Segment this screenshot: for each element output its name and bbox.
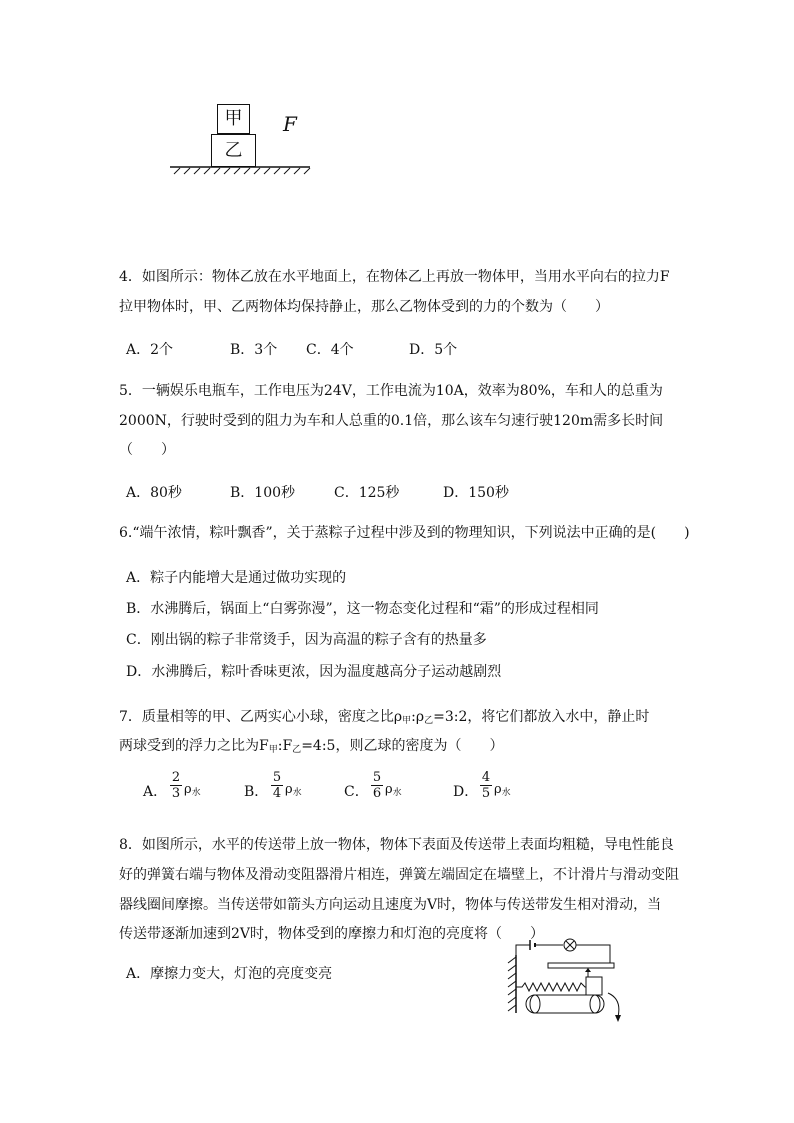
q8-line2: 好的弹簧右端与物体及滑动变阻器滑片相连，弹簧左端固定在墙壁上，不计滑片与滑动变阻 xyxy=(119,867,679,883)
q6-option-a: A．粽子内能增大是通过做功实现的 xyxy=(126,570,347,586)
q7-option-c-label: C． xyxy=(344,784,369,800)
q5-line3: （ ） xyxy=(119,442,175,458)
conveyor-circuit-figure xyxy=(500,935,640,1025)
force-label: F xyxy=(283,112,297,136)
q7-option-c-num: 5 xyxy=(372,770,382,785)
q4-line2: 拉甲物体时，甲、乙两物体均保持静止，那么乙物体受到的力的个数为（ ） xyxy=(119,299,609,315)
q8-option-a: A．摩擦力变大，灯泡的亮度变亮 xyxy=(126,966,333,982)
q5-line1: 5．一辆娱乐电瓶车，工作电压为24V，工作电流为10A，效率为80%，车和人的总重为 xyxy=(119,383,663,399)
q7-option-c-rho: $\rho_水$ xyxy=(385,782,402,798)
q7-option-a-num: 2 xyxy=(171,770,181,785)
q7-option-b-label: B． xyxy=(244,784,269,800)
q7-option-b-rho: $\rho_水$ xyxy=(285,782,302,798)
q6-option-c: C．刚出锅的粽子非常烫手，因为高温的粽子含有的热量多 xyxy=(126,632,487,648)
q6-option-d: D．水沸腾后，粽叶香味更浓，因为温度越高分子运动越剧烈 xyxy=(126,664,502,680)
q4-line1: 4．如图所示：物体乙放在水平地面上，在物体乙上再放一物体甲，当用水平向右的拉力F xyxy=(119,269,670,285)
q5-line2: 2000N，行驶时受到的阻力为车和人总重的0.1倍，那么该车匀速行驶120m需多长时间 xyxy=(119,413,664,429)
q7-option-d-num: 4 xyxy=(481,770,491,785)
q7-line2 xyxy=(119,735,503,755)
q7-line1-text-b: :ρ xyxy=(411,709,425,725)
q4-option-c: C．4个 xyxy=(306,342,354,358)
q7-option-d-rho: $\rho_水$ xyxy=(494,782,511,798)
q7-line2-text-c: =4:5，则乙球的密度为（ ） xyxy=(301,738,504,754)
q7-sub-yi: 乙 xyxy=(424,716,434,726)
q8-line4: 传送带逐渐加速到2V时，物体受到的摩擦力和灯泡的亮度将（ ） xyxy=(119,926,545,942)
q7-option-c-fraction xyxy=(371,770,383,801)
q7-option-d-fraction xyxy=(480,770,492,801)
block-yi: 乙 xyxy=(211,134,256,167)
block-jia: 甲 xyxy=(217,104,250,134)
q7-option-d-label: D． xyxy=(453,784,479,800)
q7-line1-text-c: =3:2，将它们都放入水中，静止时 xyxy=(433,709,650,725)
q7-sub-jia-2: 甲 xyxy=(268,745,278,755)
q5-option-d: D．150秒 xyxy=(443,485,509,501)
q5-option-a: A．80秒 xyxy=(126,485,182,501)
q8-line3: 器线圈间摩擦。当传送带如箭头方向运动且速度为V时，物体与传送带发生相对滑动，当 xyxy=(119,897,662,913)
q7-option-a-rho: $\rho_水$ xyxy=(184,782,201,798)
q7-line2-text-a: 两球受到的浮力之比为F xyxy=(119,738,269,754)
q6-option-b: B．水沸腾后，锅面上“白雾弥漫”，这一物态变化过程和“霜”的形成过程相同 xyxy=(126,601,599,617)
q7-option-a-fraction xyxy=(170,770,182,801)
q7-line2-text-b: :F xyxy=(277,738,293,754)
q7-option-a-den: 3 xyxy=(171,786,181,801)
q6-line1: 6.“端午浓情，粽叶飘香”，关于蒸粽子过程中涉及到的物理知识，下列说法中正确的是( ) xyxy=(119,525,690,541)
q7-option-b-den: 4 xyxy=(272,786,282,801)
q7-sub-jia: 甲 xyxy=(402,716,412,726)
q7-sub-yi-2: 乙 xyxy=(292,745,302,755)
q7-option-d-den: 5 xyxy=(481,786,491,801)
q7-line1-text-a: 7．质量相等的甲、乙两实心小球，密度之比ρ xyxy=(119,709,403,725)
q7-line1 xyxy=(119,706,649,726)
q4-option-b: B．3个 xyxy=(230,342,278,358)
q7-option-b-num: 5 xyxy=(272,770,282,785)
q8-line1: 8．如图所示，水平的传送带上放一物体，物体下表面及传送带上表面均粗糙，导电性能良 xyxy=(119,837,674,853)
q5-option-c: C．125秒 xyxy=(334,485,400,501)
q5-option-b: B．100秒 xyxy=(230,485,296,501)
q7-option-a-label: A． xyxy=(143,784,168,800)
ground-hatch xyxy=(170,166,310,176)
q4-option-a: A．2个 xyxy=(126,342,174,358)
q7-option-c-den: 6 xyxy=(372,786,382,801)
q7-option-b-fraction xyxy=(271,770,283,801)
q4-option-d: D．5个 xyxy=(409,342,458,358)
